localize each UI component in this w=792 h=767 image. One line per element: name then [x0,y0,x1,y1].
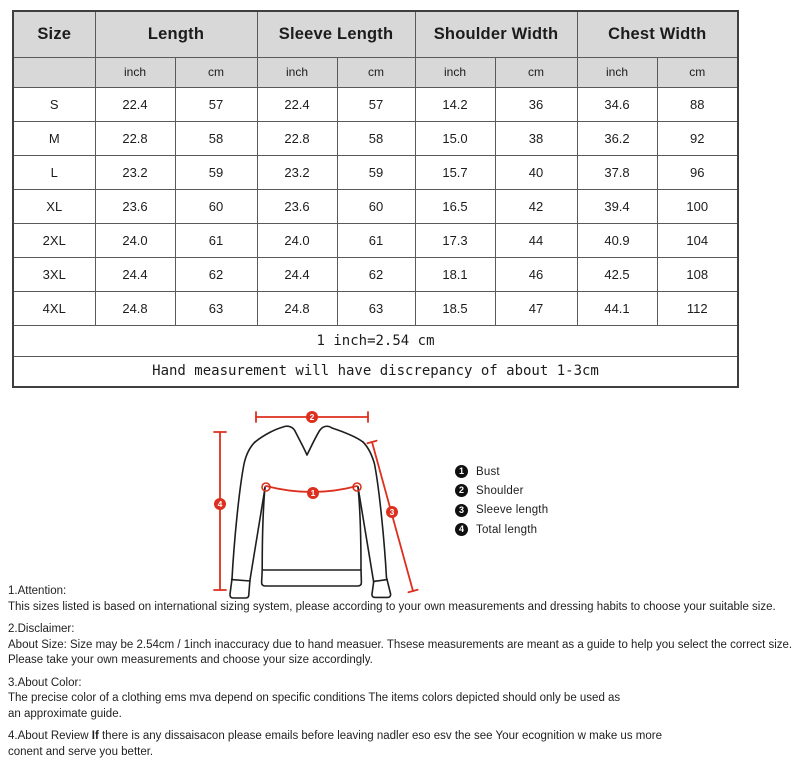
sleeve-inch-cell: 24.0 [257,223,337,257]
sleeve-inch-cell: 24.4 [257,257,337,291]
attention-text: This sizes listed is based on international sizing system, please according to your own measurements and dressing habits to choose your suitable size. [8,600,776,613]
sleeve-inch-cell: 22.8 [257,121,337,155]
about-color-text-line1: The precise color of a clothing ems mva depend on specific conditions The items colors depicted should only be used as [8,692,621,704]
disclaimer-heading: 2.Disclaimer: [8,623,75,635]
about-review-paragraph [8,729,750,760]
footnotes-section [8,584,792,767]
unit-inch-header: inch [95,57,175,87]
length-inch-cell: 24.0 [95,223,175,257]
legend-number-badge: 4 [455,523,468,536]
chest-inch-cell: 40.9 [577,223,657,257]
length-inch-cell: 23.2 [95,155,175,189]
marker-shoulder: 2 [309,412,315,423]
legend-label: Total length [476,523,538,536]
legend-number-badge: 3 [455,504,468,517]
shoulder-inch-cell: 15.7 [415,155,495,189]
length-cm-cell: 61 [175,223,257,257]
marker-sleeve-length: 3 [389,507,395,518]
column-header-chest-width: Chest Width [577,11,738,57]
legend-label: Shoulder [476,484,524,497]
table-row-2xl [13,223,738,257]
unit-inch-header: inch [577,57,657,87]
about-review-text-line2: conent and serve you better. [8,745,154,758]
unit-cm-header: cm [495,57,577,87]
sleeve-inch-cell: 22.4 [257,87,337,121]
size-label: XL [13,189,95,223]
sleeve-cm-cell: 57 [337,87,415,121]
shoulder-cm-cell: 47 [495,291,577,325]
shoulder-inch-cell: 14.2 [415,87,495,121]
table-row-xl [13,189,738,223]
shoulder-inch-cell: 17.3 [415,223,495,257]
measurement-legend [455,462,548,539]
about-color-paragraph [8,676,750,723]
length-cm-cell: 58 [175,121,257,155]
table-row-3xl [13,257,738,291]
shoulder-cm-cell: 40 [495,155,577,189]
sweater-outline-drawing [230,426,391,598]
marker-bust: 1 [310,488,316,499]
unit-cm-header: cm [337,57,415,87]
chest-inch-cell: 36.2 [577,121,657,155]
table-row-m [13,121,738,155]
sleeve-cm-cell: 58 [337,121,415,155]
chest-inch-cell: 34.6 [577,87,657,121]
chest-inch-cell: 39.4 [577,189,657,223]
size-label: M [13,121,95,155]
length-cm-cell: 62 [175,257,257,291]
chest-cm-cell: 92 [657,121,738,155]
shoulder-cm-cell: 42 [495,189,577,223]
length-inch-cell: 24.8 [95,291,175,325]
about-review-text-line1 [8,729,750,745]
length-cm-cell: 60 [175,189,257,223]
chest-inch-cell: 42.5 [577,257,657,291]
disclaimer-paragraph [8,622,792,669]
unit-inch-header: inch [415,57,495,87]
column-header-size: Size [13,11,95,57]
size-label: 3XL [13,257,95,291]
table-header-row [13,11,738,57]
chest-cm-cell: 104 [657,223,738,257]
chest-cm-cell: 88 [657,87,738,121]
attention-heading: 1.Attention: [8,585,67,597]
shoulder-inch-cell: 16.5 [415,189,495,223]
length-cm-cell: 59 [175,155,257,189]
legend-number-badge: 2 [455,484,468,497]
conversion-note: 1 inch=2.54 cm [13,325,738,356]
shoulder-cm-cell: 36 [495,87,577,121]
size-label: S [13,87,95,121]
chest-inch-cell: 44.1 [577,291,657,325]
chest-cm-cell: 112 [657,291,738,325]
disclaimer-text-line1: About Size: Size may be 2.54cm / 1inch inaccuracy due to hand measuer. Thsese measurements are meant as a guide to help you select the correct size. [8,638,792,651]
garment-diagram [175,402,485,607]
legend-item-bust [455,462,548,481]
shoulder-inch-cell: 15.0 [415,121,495,155]
size-label: 2XL [13,223,95,257]
units-empty-cell [13,57,95,87]
length-inch-cell: 23.6 [95,189,175,223]
column-header-length: Length [95,11,257,57]
legend-number-badge: 1 [455,465,468,478]
about-review-bold-word: If [91,730,99,742]
legend-item-shoulder [455,481,548,500]
shoulder-cm-cell: 38 [495,121,577,155]
legend-label: Bust [476,465,500,478]
sleeve-cm-cell: 63 [337,291,415,325]
length-inch-cell: 22.4 [95,87,175,121]
sleeve-cm-cell: 59 [337,155,415,189]
unit-cm-header: cm [175,57,257,87]
sleeve-inch-cell: 24.8 [257,291,337,325]
table-row-s [13,87,738,121]
about-review-rest: there is any dissaisacon please emails before leaving nadler eso esv the see Your ecognition w make us more [98,730,662,742]
sleeve-cm-cell: 61 [337,223,415,257]
table-row-l [13,155,738,189]
chest-cm-cell: 100 [657,189,738,223]
legend-item-sleeve-length [455,501,548,520]
shoulder-inch-cell: 18.1 [415,257,495,291]
conversion-note-row [13,325,738,356]
column-header-sleeve-length: Sleeve Length [257,11,415,57]
measurement-note: Hand measurement will have discrepancy of about 1-3cm [13,356,738,387]
shoulder-cm-cell: 46 [495,257,577,291]
size-table [12,10,739,388]
marker-total-length: 4 [217,499,223,510]
sleeve-inch-cell: 23.2 [257,155,337,189]
sleeve-cm-cell: 60 [337,189,415,223]
unit-inch-header: inch [257,57,337,87]
length-inch-cell: 24.4 [95,257,175,291]
chest-inch-cell: 37.8 [577,155,657,189]
table-row-4xl [13,291,738,325]
about-color-heading: 3.About Color: [8,676,82,689]
attention-paragraph [8,584,776,615]
column-header-shoulder-width: Shoulder Width [415,11,577,57]
length-inch-cell: 22.8 [95,121,175,155]
length-cm-cell: 63 [175,291,257,325]
unit-cm-header: cm [657,57,738,87]
about-review-prefix: 4.About Review [8,730,92,742]
shoulder-cm-cell: 44 [495,223,577,257]
table-units-row [13,57,738,87]
size-label: 4XL [13,291,95,325]
legend-item-total-length [455,520,548,539]
sleeve-cm-cell: 62 [337,257,415,291]
measurement-note-row [13,356,738,387]
size-label: L [13,155,95,189]
legend-label: Sleeve length [476,504,549,517]
chest-cm-cell: 96 [657,155,738,189]
about-color-text-line2: an approximate guide. [8,707,122,720]
sleeve-inch-cell: 23.6 [257,189,337,223]
chest-cm-cell: 108 [657,257,738,291]
length-cm-cell: 57 [175,87,257,121]
shoulder-inch-cell: 18.5 [415,291,495,325]
disclaimer-text-line2: Please take your own measurements and choose your size accordingly. [8,654,373,666]
